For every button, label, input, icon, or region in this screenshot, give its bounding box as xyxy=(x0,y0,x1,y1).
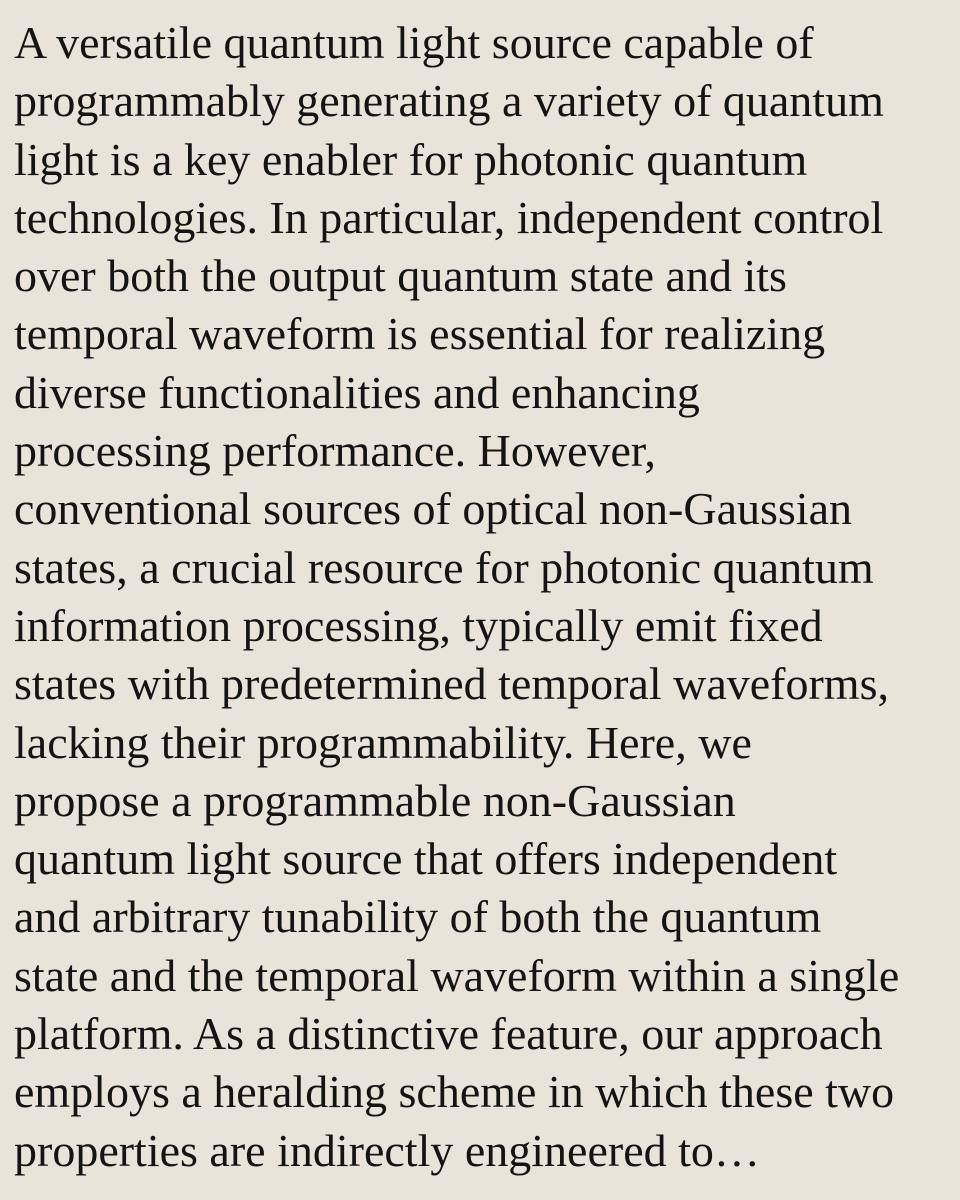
text-line-15: quantum light source that offers independent xyxy=(14,833,838,885)
text-line-18: platform. As a distinctive feature, our approach xyxy=(14,1008,883,1060)
text-line-1: A versatile quantum light source capable of xyxy=(14,17,814,68)
text-line-9: conventional sources of optical non-Gaussian xyxy=(14,483,852,535)
text-line-20: properties are indirectly engineered to… xyxy=(14,1124,760,1176)
text-line-6: temporal waveform is essential for realizing xyxy=(14,308,826,360)
text-line-11: information processing, typically emit fixed xyxy=(14,599,823,651)
text-line-3: light is a key enabler for photonic quantum xyxy=(14,133,808,185)
text-line-16: and arbitrary tunability of both the quantum xyxy=(14,891,822,943)
text-line-12: states with predetermined temporal waveforms, xyxy=(14,658,889,710)
text-line-4: technologies. In particular, independent control xyxy=(14,191,884,243)
text-line-17: state and the temporal waveform within a single xyxy=(14,949,900,1001)
text-line-13: lacking their programmability. Here, we xyxy=(14,716,752,768)
text-line-14: propose a programmable non-Gaussian xyxy=(14,774,736,826)
text-line-2: programmably generating a variety of quantum xyxy=(14,75,884,127)
text-line-10: states, a crucial resource for photonic quantum xyxy=(14,541,874,593)
text-line-19: employs a heralding scheme in which these two xyxy=(14,1066,895,1118)
text-line-7: diverse functionalities and enhancing xyxy=(14,366,700,418)
abstract-text xyxy=(14,14,954,1180)
text-line-5: over both the output quantum state and its xyxy=(14,250,787,302)
text-line-8: processing performance. However, xyxy=(14,425,656,477)
